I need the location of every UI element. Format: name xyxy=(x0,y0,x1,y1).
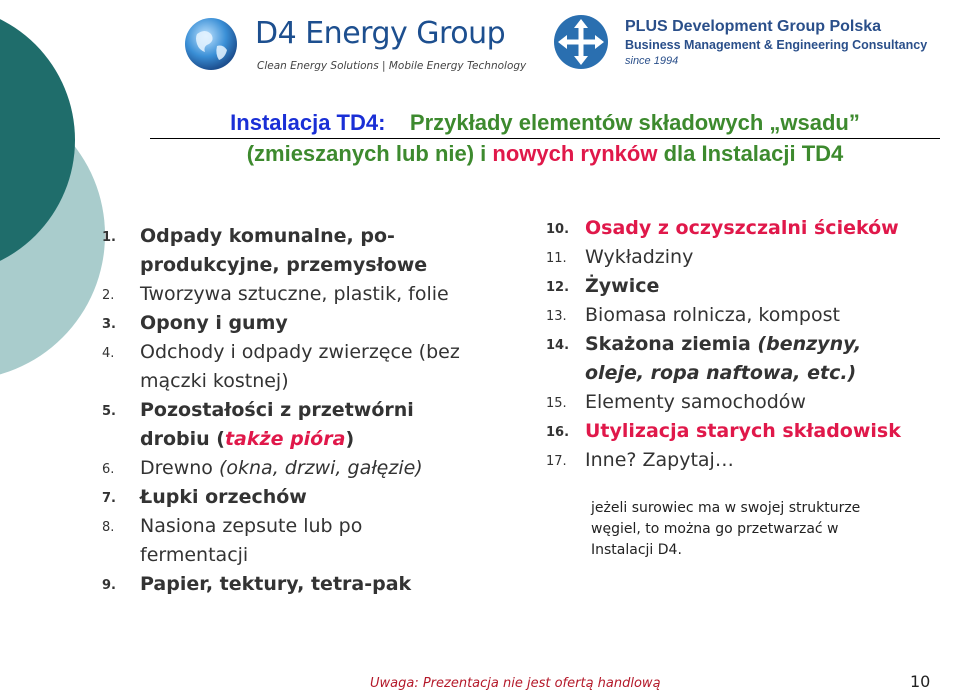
list-item-text: Elementy samochodów xyxy=(585,391,806,413)
compass-arrows-icon xyxy=(553,14,609,70)
title-line2-c: dla Instalacji TD4 xyxy=(657,141,844,166)
list-item-text: Osady z oczyszczalni ścieków xyxy=(585,217,899,239)
list-item-text-part: drobiu ( xyxy=(140,428,225,450)
list-number: 12. xyxy=(546,280,570,295)
list-item xyxy=(546,388,959,417)
list-item xyxy=(102,454,532,483)
list-number: 6. xyxy=(102,462,115,477)
list-number: 8. xyxy=(102,520,115,535)
title-line-2 xyxy=(150,139,940,169)
title-line2-a: (zmieszanych lub nie) i xyxy=(246,141,493,166)
list-item-text: Utylizacja starych składowisk xyxy=(585,420,901,442)
list-item-text: Odchody i odpady zwierzęce (bez xyxy=(140,341,460,363)
list-number: 11. xyxy=(546,251,567,266)
list-item-text: Nasiona zepsute lub po xyxy=(140,515,363,537)
list-item-text: Odpady komunalne, po- xyxy=(140,225,395,247)
list-number: 14. xyxy=(546,338,570,353)
feedstock-list-left xyxy=(102,222,532,599)
list-item xyxy=(102,396,532,454)
plus-development-logo xyxy=(553,14,953,74)
list-number: 5. xyxy=(102,404,116,419)
title-line2-highlight: nowych rynków xyxy=(492,141,658,166)
d4-energy-logo xyxy=(183,14,527,76)
title-line-1 xyxy=(150,108,940,139)
list-number: 7. xyxy=(102,491,116,506)
list-item xyxy=(546,301,959,330)
list-number: 4. xyxy=(102,346,115,361)
list-item xyxy=(546,446,959,475)
list-item xyxy=(102,338,532,396)
list-item xyxy=(102,570,532,599)
title-prefix: Instalacja TD4: xyxy=(230,110,386,135)
plus-logo-since: since 1994 xyxy=(625,55,679,67)
list-item xyxy=(546,272,959,301)
list-number: 17. xyxy=(546,454,567,469)
list-item-text: Biomasa rolnicza, kompost xyxy=(585,304,840,326)
list-item xyxy=(102,222,532,280)
list-item xyxy=(102,483,532,512)
list-number: 1. xyxy=(102,230,116,245)
note-line: jeżeli surowiec ma w swojej strukturze xyxy=(591,500,861,516)
list-item-text: Pozostałości z przetwórni xyxy=(140,399,414,421)
plus-logo-tagline: Business Management & Engineering Consultancy xyxy=(625,38,928,52)
list-number: 3. xyxy=(102,317,116,332)
plus-logo-name: PLUS Development Group Polska xyxy=(625,18,882,35)
list-item-text: produkcyjne, przemysłowe xyxy=(140,254,428,276)
list-number: 2. xyxy=(102,288,115,303)
list-item-text: Tworzywa sztuczne, plastik, folie xyxy=(140,283,449,305)
list-item xyxy=(102,309,532,338)
list-number: 9. xyxy=(102,578,116,593)
list-item-text: fermentacji xyxy=(140,544,249,566)
title-line1-text: Przykłady elementów składowych „wsadu” xyxy=(409,110,860,135)
d4-logo-tagline: Clean Energy Solutions | Mobile Energy Technology xyxy=(257,60,527,72)
list-item-text xyxy=(140,425,532,454)
list-item-text-italic: (benzyny, xyxy=(757,333,862,355)
d4-logo-name: D4 Energy Group xyxy=(255,16,506,51)
list-item-text: Żywice xyxy=(585,275,660,297)
list-number: 15. xyxy=(546,396,567,411)
list-item xyxy=(546,243,959,272)
carbon-note xyxy=(591,498,951,561)
list-number: 13. xyxy=(546,309,567,324)
list-item-text: Papier, tektury, tetra-pak xyxy=(140,573,412,595)
list-item-highlight: także pióra xyxy=(224,428,346,450)
list-item-text-italic: oleje, ropa naftowa, etc.) xyxy=(585,362,857,384)
list-item-text: Opony i gumy xyxy=(140,312,288,334)
note-line: węgiel, to można go przetwarzać w xyxy=(591,521,839,537)
list-item-text: Wykładziny xyxy=(585,246,694,268)
list-item-text: Inne? Zapytaj… xyxy=(585,449,734,471)
note-line: Instalacji D4. xyxy=(591,542,682,558)
list-item-text: Drewno xyxy=(140,457,219,479)
list-item-text xyxy=(585,330,959,359)
list-item xyxy=(102,512,532,570)
list-number: 16. xyxy=(546,425,570,440)
list-item-text-part: ) xyxy=(345,428,355,450)
list-item-text-italic: (okna, drzwi, gałęzie) xyxy=(218,457,423,479)
list-number: 10. xyxy=(546,222,570,237)
list-item xyxy=(546,417,959,446)
feedstock-list-right xyxy=(546,214,959,475)
list-item xyxy=(546,330,959,388)
list-item-text: Łupki orzechów xyxy=(140,486,307,508)
footer-disclaimer: Uwaga: Prezentacja nie jest ofertą handlową xyxy=(370,676,661,691)
page-number: 10 xyxy=(910,672,931,691)
list-item xyxy=(102,280,532,309)
slide-title xyxy=(150,108,940,169)
list-item xyxy=(546,214,959,243)
list-item-text: mączki kostnej) xyxy=(140,370,289,392)
list-item-text-part: Skażona ziemia xyxy=(585,333,758,355)
globe-icon xyxy=(183,16,239,72)
